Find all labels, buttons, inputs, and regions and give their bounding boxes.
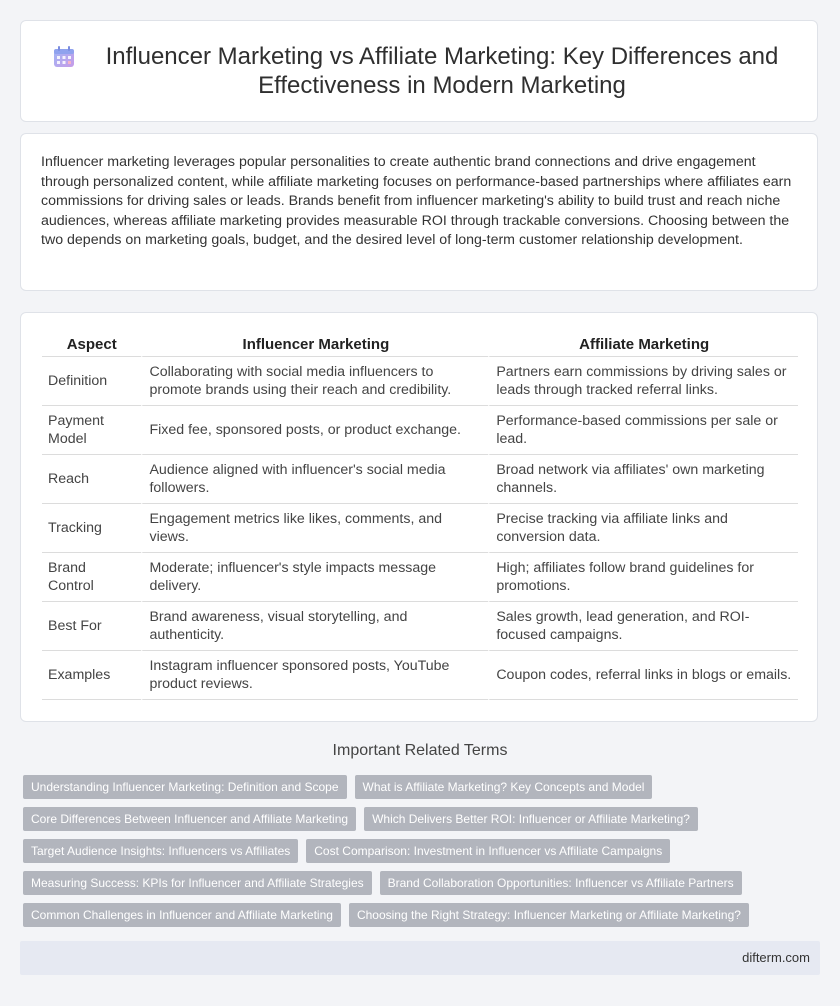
table-row <box>42 455 798 504</box>
table-row <box>42 504 798 553</box>
comparison-table <box>42 332 798 700</box>
row-influencer: Moderate; influencer's style impacts message delivery. <box>141 553 488 602</box>
row-affiliate: High; affiliates follow brand guidelines for promotions. <box>488 553 798 602</box>
row-influencer: Engagement metrics like likes, comments, and views. <box>141 504 488 553</box>
title-card <box>20 20 818 122</box>
table-row <box>42 357 798 406</box>
row-affiliate: Sales growth, lead generation, and ROI-focused campaigns. <box>488 602 798 651</box>
table-row <box>42 406 798 455</box>
related-term-link[interactable]: Brand Collaboration Opportunities: Influencer vs Affiliate Partners <box>380 871 742 895</box>
header-influencer: Influencer Marketing <box>141 332 488 357</box>
row-affiliate: Precise tracking via affiliate links and conversion data. <box>488 504 798 553</box>
related-term-link[interactable]: Target Audience Insights: Influencers vs Affiliates <box>23 839 298 863</box>
related-terms-list <box>23 775 813 935</box>
page-title: Influencer Marketing vs Affiliate Marketing: Key Differences and Effectiveness in Modern Marketing <box>105 43 779 99</box>
calendar-grid-icon <box>51 44 77 70</box>
related-terms-heading: Important Related Terms <box>332 742 508 759</box>
row-aspect: Best For <box>42 602 141 651</box>
row-influencer: Collaborating with social media influencers to promote brands using their reach and credibility. <box>141 357 488 406</box>
related-term-link[interactable]: Which Delivers Better ROI: Influencer or Affiliate Marketing? <box>364 807 698 831</box>
header-aspect: Aspect <box>42 332 141 357</box>
comparison-card <box>20 312 818 722</box>
row-aspect: Definition <box>42 357 141 406</box>
related-term-link[interactable]: What is Affiliate Marketing? Key Concepts and Model <box>355 775 653 799</box>
related-term-link[interactable]: Choosing the Right Strategy: Influencer Marketing or Affiliate Marketing? <box>349 903 749 927</box>
row-aspect: Reach <box>42 455 141 504</box>
row-affiliate: Partners earn commissions by driving sales or leads through tracked referral links. <box>488 357 798 406</box>
row-aspect: Tracking <box>42 504 141 553</box>
row-affiliate: Coupon codes, referral links in blogs or emails. <box>488 651 798 700</box>
intro-card <box>20 133 818 291</box>
footer-bar <box>20 941 820 975</box>
row-influencer: Audience aligned with influencer's social media followers. <box>141 455 488 504</box>
table-row <box>42 553 798 602</box>
table-header-row <box>42 332 798 357</box>
related-term-link[interactable]: Core Differences Between Influencer and Affiliate Marketing <box>23 807 356 831</box>
related-term-link[interactable]: Understanding Influencer Marketing: Definition and Scope <box>23 775 347 799</box>
table-row <box>42 602 798 651</box>
row-influencer: Brand awareness, visual storytelling, and authenticity. <box>141 602 488 651</box>
row-influencer: Instagram influencer sponsored posts, YouTube product reviews. <box>141 651 488 700</box>
intro-paragraph: Influencer marketing leverages popular personalities to create authentic brand connections and drive engagement through personalized content, while affiliate marketing focuses on performance-based partnerships where affiliates earn commissions for driving sales or leads. Brands benefit from influencer marketing's ability to build trust and reach niche audiences, whereas affiliate marketing provides measurable ROI through trackable conversions. Choosing between the two depends on marketing goals, budget, and the desired level of long-term customer relationship development. <box>41 154 792 249</box>
header-affiliate: Affiliate Marketing <box>488 332 798 357</box>
row-influencer: Fixed fee, sponsored posts, or product exchange. <box>141 406 488 455</box>
row-aspect: Brand Control <box>42 553 141 602</box>
row-affiliate: Broad network via affiliates' own marketing channels. <box>488 455 798 504</box>
table-row <box>42 651 798 700</box>
related-term-link[interactable]: Measuring Success: KPIs for Influencer and Affiliate Strategies <box>23 871 372 895</box>
row-affiliate: Performance-based commissions per sale or lead. <box>488 406 798 455</box>
row-aspect: Examples <box>42 651 141 700</box>
related-term-link[interactable]: Cost Comparison: Investment in Influencer vs Affiliate Campaigns <box>306 839 670 863</box>
footer-site-name[interactable]: difterm.com <box>742 950 810 965</box>
related-term-link[interactable]: Common Challenges in Influencer and Affiliate Marketing <box>23 903 341 927</box>
row-aspect: Payment Model <box>42 406 141 455</box>
